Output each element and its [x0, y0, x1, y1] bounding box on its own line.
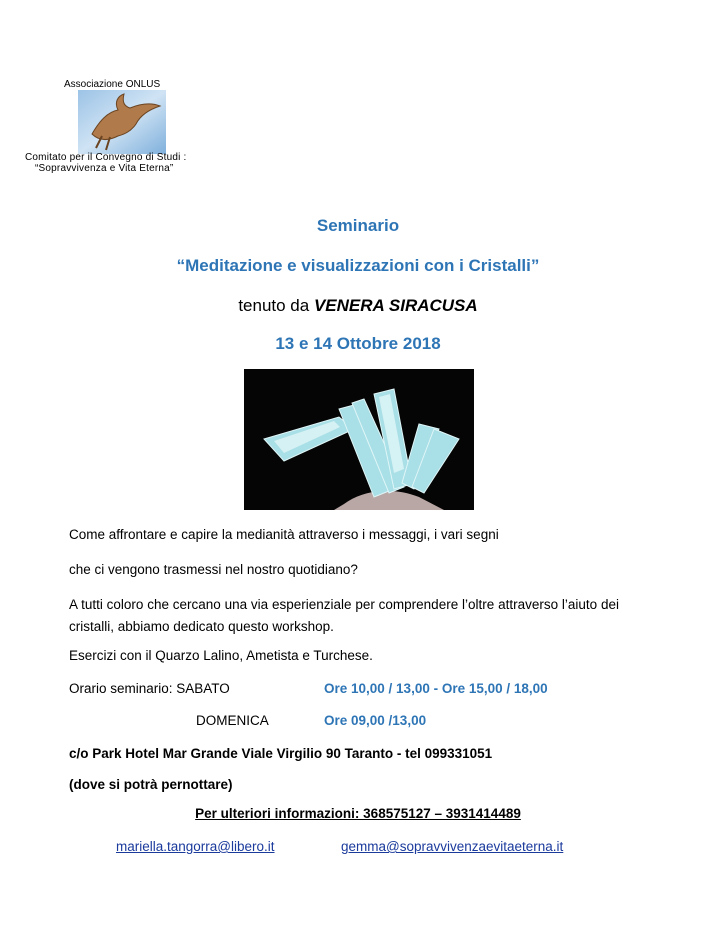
- crystal-photo: [244, 369, 474, 510]
- seminar-type: Seminario: [316, 216, 400, 235]
- committee-line-1: Comitato per il Convegno di Studi :: [25, 152, 187, 163]
- seminar-dates: 13 e 14 Ottobre 2018: [275, 334, 441, 353]
- sunday-times: Ore 09,00 /13,00: [324, 713, 427, 728]
- committee-line-2: “Sopravvivenza e Vita Eterna”: [35, 163, 174, 174]
- sunday-label: DOMENICA: [196, 713, 269, 728]
- paragraph-2: che ci vengono trasmessi nel nostro quotidiano?: [69, 562, 358, 577]
- info-phones: Per ulteriori informazioni: 368575127 – 3931414489: [195, 806, 521, 821]
- schedule-label: Orario seminario: SABATO: [69, 681, 230, 696]
- paragraph-4: Esercizi con il Quarzo Lalino, Ametista e Turchese.: [69, 648, 373, 663]
- logo-org-name: Associazione ONLUS: [64, 79, 161, 90]
- held-by: [0, 296, 716, 316]
- held-by-prefix: tenuto da: [238, 296, 314, 315]
- seminar-title: “Meditazione e visualizzazioni con i Cristalli”: [176, 256, 540, 275]
- paragraph-3: A tutti coloro che cercano una via esperienziale per comprendere l’oltre attraverso l’aiuto dei cristalli, abbiamo dedicato questo workshop.: [69, 597, 619, 634]
- email-link-mariella[interactable]: mariella.tangorra@libero.it: [116, 839, 275, 854]
- logo-committee: [25, 152, 187, 174]
- email-link-gemma[interactable]: gemma@sopravvivenzaevitaeterna.it: [341, 839, 564, 854]
- address: c/o Park Hotel Mar Grande Viale Virgilio 90 Taranto - tel 099331051: [69, 746, 493, 761]
- speaker-name: VENERA SIRACUSA: [313, 296, 478, 315]
- eagle-logo-icon: [78, 90, 166, 154]
- paragraph-1: Come affrontare e capire la medianità attraverso i messaggi, i vari segni: [69, 527, 499, 542]
- lodging-note: (dove si potrà pernottare): [69, 777, 233, 792]
- saturday-times: Ore 10,00 / 13,00 - Ore 15,00 / 18,00: [324, 681, 548, 696]
